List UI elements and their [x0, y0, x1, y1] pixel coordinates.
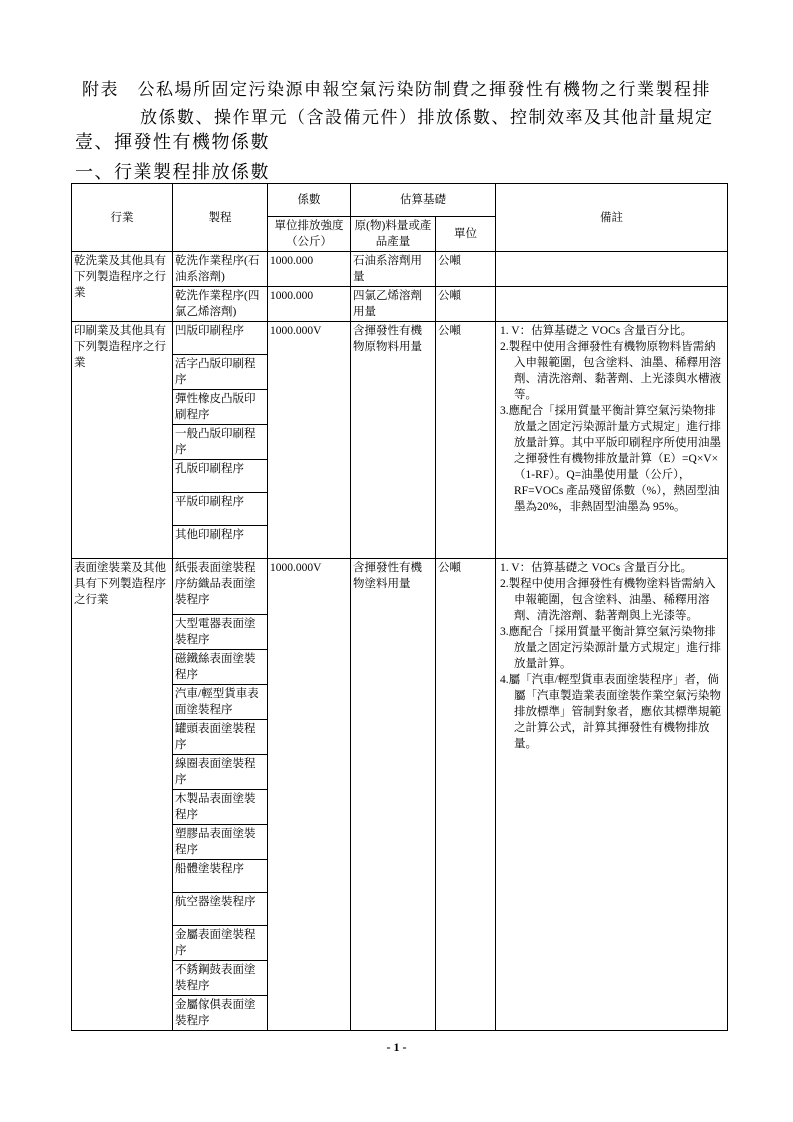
remark-cell [496, 322, 728, 559]
process-cell: 乾洗作業程序(石油系溶劑) [173, 252, 268, 287]
header-remark: 備註 [496, 184, 728, 252]
process-cell: 活字凸版印刷程序 [173, 355, 268, 390]
header-coef: 係數 [268, 184, 351, 217]
coef-cell: 1000.000V [268, 322, 351, 559]
appendix-title [82, 76, 732, 132]
industry-cell: 表面塗裝業及其他具有下列製造程序之行業 [72, 559, 173, 1031]
table-row [72, 322, 728, 355]
remark-cell [496, 287, 728, 322]
header-basis: 估算基礎 [351, 184, 496, 217]
header-unit: 單位 [436, 217, 496, 252]
unit-cell: 公噸 [436, 322, 496, 559]
unit-cell: 公噸 [436, 559, 496, 1031]
remark-cell [496, 559, 728, 1031]
process-cell: 罐頭表面塗裝程序 [173, 720, 268, 755]
section-heading: 壹、揮發性有機物係數 [75, 132, 270, 152]
coef-cell: 1000.000 [268, 287, 351, 322]
process-cell: 汽車/輕型貨車表面塗裝程序 [173, 685, 268, 720]
title-line-1: 附表 公私場所固定污染源申報空氣污染防制費之揮發性有機物之行業製程排 [82, 80, 711, 99]
process-cell: 磁鐵絲表面塗裝程序 [173, 650, 268, 685]
process-cell: 彈性橡皮凸版印刷程序 [173, 390, 268, 425]
process-cell: 孔版印刷程序 [173, 460, 268, 493]
material-cell: 石油系溶劑用量 [351, 252, 436, 287]
process-cell: 凹版印刷程序 [173, 322, 268, 355]
page-number: - 1 - [386, 1040, 407, 1054]
remark-note: 2.製程中使用含揮發性有機物塗料皆需納入申報範圍，包含塗料、油墨、稀釋用溶劑、清洗溶劑、黏著劑與上光漆等。 [500, 578, 716, 622]
process-cell: 船體塗裝程序 [173, 860, 268, 893]
coef-cell: 1000.000 [268, 252, 351, 287]
unit-cell: 公噸 [436, 252, 496, 287]
header-process: 製程 [173, 184, 268, 252]
remark-note: 3.應配合「採用質量平衡計算空氣污染物排放量之固定污染源計量方式規定」進行排放量計算。 [500, 626, 721, 670]
unit-cell: 公噸 [436, 287, 496, 322]
industry-cell: 印刷業及其他具有下列製造程序之行業 [72, 322, 173, 559]
process-cell: 不銹鋼鼓表面塗裝程序 [173, 961, 268, 996]
material-cell: 含揮發性有機物原物料用量 [351, 322, 436, 559]
process-cell: 塑膠品表面塗裝程序 [173, 825, 268, 860]
title-line-2: 放係數、操作單元（含設備元件）排放係數、控制效率及其他計量規定 [140, 108, 714, 127]
process-cell: 木製品表面塗裝程序 [173, 790, 268, 825]
process-cell: 線圈表面塗裝程序 [173, 755, 268, 790]
table-row [72, 559, 728, 615]
process-cell: 平版印刷程序 [173, 493, 268, 526]
header-intensity: 單位排放強度（公斤） [268, 217, 351, 252]
remark-note: 1. V：估算基礎之 VOCs 含量百分比。 [500, 562, 693, 574]
remark-cell [496, 252, 728, 287]
header-industry: 行業 [72, 184, 173, 252]
process-cell: 金屬表面塗裝程序 [173, 926, 268, 961]
header-material: 原(物)料量或產品產量 [351, 217, 436, 252]
process-cell: 其他印刷程序 [173, 526, 268, 559]
coef-cell: 1000.000V [268, 559, 351, 1031]
process-cell: 大型電器表面塗裝程序 [173, 615, 268, 650]
process-cell: 紙張表面塗裝程序紡織品表面塗裝程序 [173, 559, 268, 615]
remark-note: 1. V：估算基礎之 VOCs 含量百分比。 [500, 325, 693, 337]
remark-note: 3.應配合「採用質量平衡計算空氣污染物排放量之固定污染源計量方式規定」進行排放量計算。其中平版印刷程序所使用油墨之揮發性有機物排放量計算（E）=Q×V×（1-RF）。Q=油墨使用量（公斤），RF=VOCs 產品殘留係數（%），熱固型油墨為20%，非熱固型油墨為 95%。 [500, 405, 721, 513]
process-cell: 航空器塗裝程序 [173, 893, 268, 926]
industry-cell: 乾洗業及其他具有下列製造程序之行業 [72, 252, 173, 322]
table-row [72, 252, 728, 287]
process-cell: 金屬傢俱表面塗裝程序 [173, 996, 268, 1031]
process-cell: 一般凸版印刷程序 [173, 425, 268, 460]
emission-factor-table [71, 183, 728, 1031]
subsection-heading: 一、行業製程排放係數 [75, 162, 270, 182]
material-cell: 含揮發性有機物塗料用量 [351, 559, 436, 1031]
remark-note: 4.屬「汽車/輕型貨車表面塗裝程序」者，倘屬「汽車製造業表面塗裝作業空氣污染物排放標準」管制對象者，應依其標準規範之計算公式，計算其揮發性有機物排放量。 [500, 674, 721, 750]
process-cell: 乾洗作業程序(四氯乙烯溶劑) [173, 287, 268, 322]
remark-note: 2.製程中使用含揮發性有機物原物料皆需納入申報範圍，包含塗料、油墨、稀釋用溶劑、清洗溶劑、黏著劑、上光漆與水槽液等。 [500, 341, 721, 401]
material-cell: 四氯乙烯溶劑用量 [351, 287, 436, 322]
